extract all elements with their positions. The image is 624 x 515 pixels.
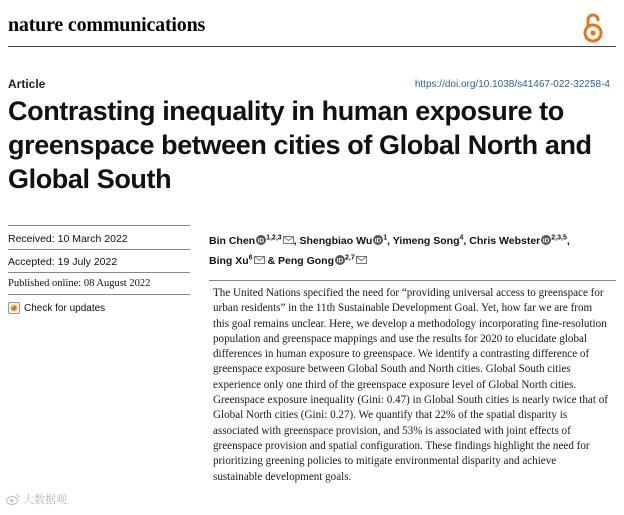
dates-rule-1 [8,225,190,226]
journal-name: nature communications [8,14,206,36]
email-icon[interactable] [356,256,367,264]
accepted-date: Accepted: 19 July 2022 [8,256,118,268]
abstract: The United Nations specified the need for “providing universal access to greenspace for urban residents” in the 11th Sustainable Development Goal. Yet, how far we are from this goal remains unclear. Here, we develop a methodology incorporating fine-resolution population and greenspace mappings and use the results for 2020 to elucidate global differences in human exposure to greenspace. We identify a contrasting difference of greenspace exposure between Global South and North cities. Global South cities experience only one third of the greenspace exposure level of Global North cities. Greenspace exposure inequality (Gini: 0.47) in Global South cities is nearly twice that of Global North cities (Gini: 0.27). We quantify that 22% of the spatial disparity is associated with greenspace provision, and 53% is associated with joint effects of greenspace provision and spatial configuration. These findings highlight the need for prioritizing greening policies to mitigate environmental disparity and achieve sustainable development goals. [213,287,608,483]
orcid-icon[interactable] [373,235,383,245]
check-updates-label: Check for updates [24,302,106,314]
author-entry[interactable]: Bin Chen iD $^{1,2,3}$ , [209,234,300,247]
email-icon[interactable] [254,256,265,264]
orcid-icon[interactable] [541,235,551,245]
header-rule [8,46,616,47]
watermark-text: 大数据观 [23,493,67,506]
svg-text:iD: iD [257,237,265,245]
svg-text:iD: iD [375,237,382,245]
author-list [209,231,619,271]
author-entry[interactable]: Peng Gong iD $^{2,7}$ [278,255,367,267]
authors-rule [209,280,616,281]
weibo-icon [6,493,20,505]
author-entry[interactable]: Yimeng Song$^4$, [392,234,470,247]
watermark [6,491,67,507]
svg-text:iD: iD [543,237,550,245]
author-entry[interactable]: Bing Xu$^6$ & [209,254,278,267]
orcid-icon[interactable] [256,235,266,245]
dates-rule-2 [8,249,190,250]
orcid-icon[interactable] [335,255,345,265]
open-access-lock-icon[interactable] [582,12,604,44]
author-entry[interactable]: Shengbiao Wu iD $^1$, [299,234,393,247]
svg-text:iD: iD [336,257,344,265]
author-entry[interactable]: Chris Webster iD $^{2,3,5}$, [469,234,570,247]
article-title: Contrasting inequality in human exposure to greenspace between cities of Global North and Global South [8,96,592,194]
article-type: Article [8,77,46,91]
doi-link[interactable]: https://doi.org/10.1038/s41467-022-32258-4 [414,79,610,90]
dates-rule-4 [8,294,190,295]
email-icon[interactable] [283,236,294,244]
check-updates-icon [8,302,20,314]
received-date: Received: 10 March 2022 [8,233,128,245]
published-date: Published online: 08 August 2022 [8,278,151,289]
dates-rule-3 [8,272,190,273]
check-for-updates-button[interactable] [8,300,105,316]
